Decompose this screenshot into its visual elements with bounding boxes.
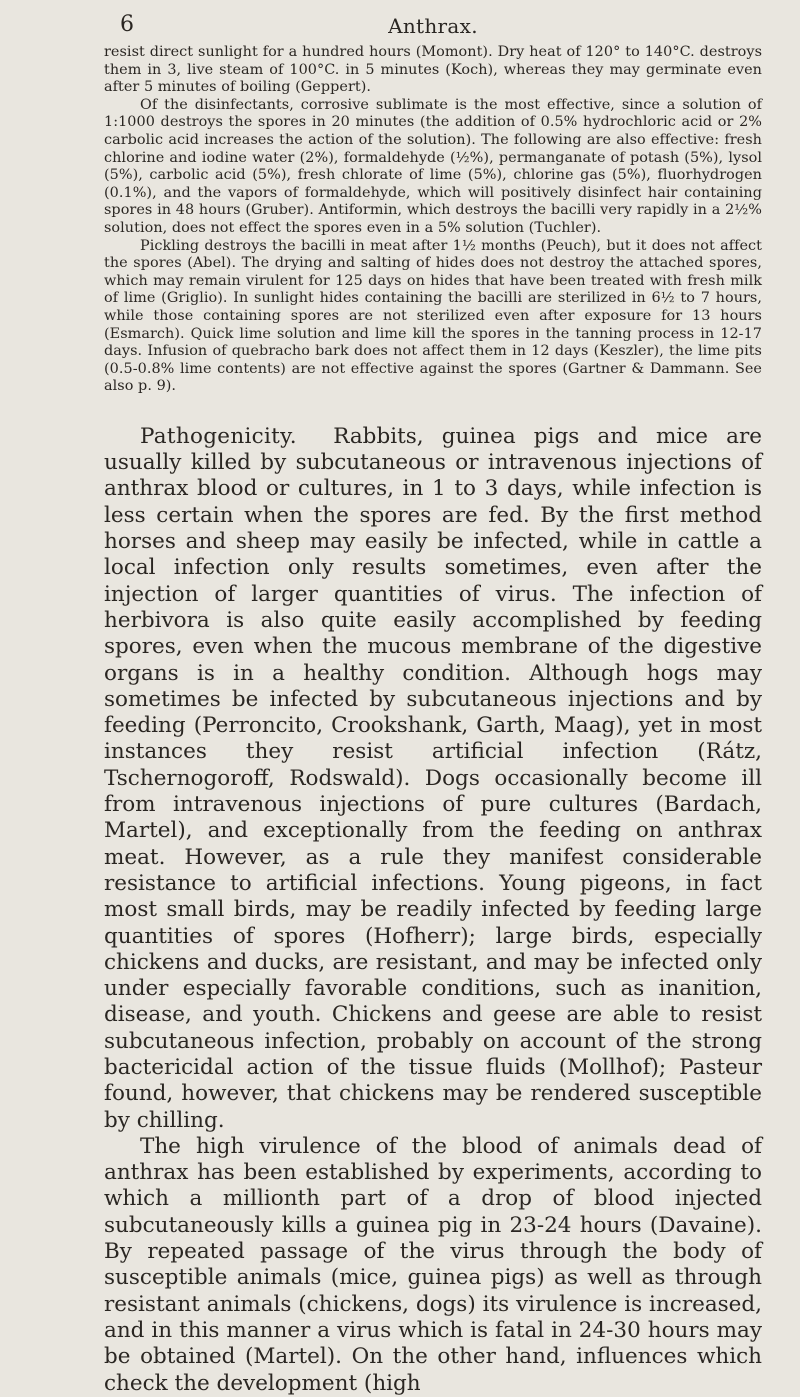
paragraph-virulence: The high virulence of the blood of animals dead of anthrax has been established by experiments, according to which a millionth part of a drop of blood injected subcutaneously kills a guinea pig in 23-24 hours (Davaine). By repeated passage of the virus through the body of susceptible animals (mice, guinea pigs) as well as through resistant animals (chickens, dogs) its virulence is increased, and in this manner a virus which is fatal in 24-30 hours may be obtained (Martel). On the other hand, influences which check the development (high	[104, 1133, 762, 1396]
running-title: Anthrax.	[388, 14, 478, 38]
paragraph-pathogenicity-text: Rabbits, guinea pigs and mice are usually killed by subcutaneous or intravenous injections of anthrax blood or cultures, in 1 to 3 days, while infection is less certain when the spores are fed. By the first method horses and sheep may easily be infected, while in cattle a local infection only results sometimes, even after the injection of larger quantities of virus. The infection of herbivora is also quite easily accomplished by feeding spores, even when the mucous membrane of the digestive organs is in a healthy condition. Although hogs may sometimes be infected by subcutaneous injections and by feeding (Perroncito, Crookshank, Garth, Maag), yet in most instances they resist artificial infection (Rátz, Tschernogoroff, Rodswald). Dogs occasionally become ill from intravenous injections of pure cultures (Bardach, Martel), and exceptionally from the feeding on anthrax meat. However, as a rule they manifest considerable resistance to artificial infections. Young pigeons, in fact most small birds, may be readily infected by feeding large quantities of spores (Hofherr); large birds, especially chickens and ducks, are resistant, and may be infected only under especially favorable conditions, such as inanition, disease, and youth. Chickens and geese are able to resist subcutaneous infection, probably on account of the strong bactericidal action of the tissue fluids (Mollhof); Pasteur found, however, that chickens may be rendered susceptible by chilling.	[104, 423, 763, 1133]
paragraph-pathogenicity	[104, 424, 762, 1134]
running-head	[104, 10, 762, 44]
page-number: 6	[120, 12, 134, 37]
paragraph-sunlight-heat: resist direct sunlight for a hundred hours (Momont). Dry heat of 120° to 140°C. destroys them in 3, live steam of 100°C. in 5 minutes (Koch), whereas they may germinate even after 5 minutes of boiling (Geppert).	[104, 44, 762, 96]
disinfection-section	[104, 44, 762, 396]
pathogenicity-section	[104, 424, 762, 1397]
paragraph-pickling-hides: Pickling destroys the bacilli in meat after 1½ months (Peuch), but it does not affect the spores (Abel). The drying and salting of hides does not destroy the attached spores, which may remain virulent for 125 days on hides that have been treated with fresh milk of lime (Griglio). In sunlight hides containing the bacilli are sterilized in 6½ to 7 hours, while those containing spores are not sterilized even after exposure for 13 hours (Esmarch). Quick lime solution and lime kill the spores in the tanning process in 12-17 days. Infusion of quebracho bark does not affect them in 12 days (Keszler), the lime pits (0.5-0.8% lime contents) are not effective against the spores (Gartner & Dammann. See also p. 9).	[104, 237, 762, 395]
paragraph-disinfectants: Of the disinfectants, corrosive sublimate is the most effective, since a solution of 1:1000 destroys the spores in 20 minutes (the addition of 0.5% hydrochloric acid or 2% carbolic acid increases the action of the solution). The following are also effective: fresh chlorine and iodine water (2%), formaldehyde (½%), permanganate of potash (5%), lysol (5%), carbolic acid (5%), fresh chlorate of lime (5%), chlorine gas (5%), fluorhydrogen (0.1%), and the vapors of formaldehyde, which will positively disinfect hair containing spores in 48 hours (Gruber). Antiformin, which destroys the bacilli very rapidly in a 2½% solution, does not effect the spores even in a 5% solution (Tuchler).	[104, 96, 762, 236]
section-label-pathogenicity: Pathogenicity.	[140, 423, 297, 449]
